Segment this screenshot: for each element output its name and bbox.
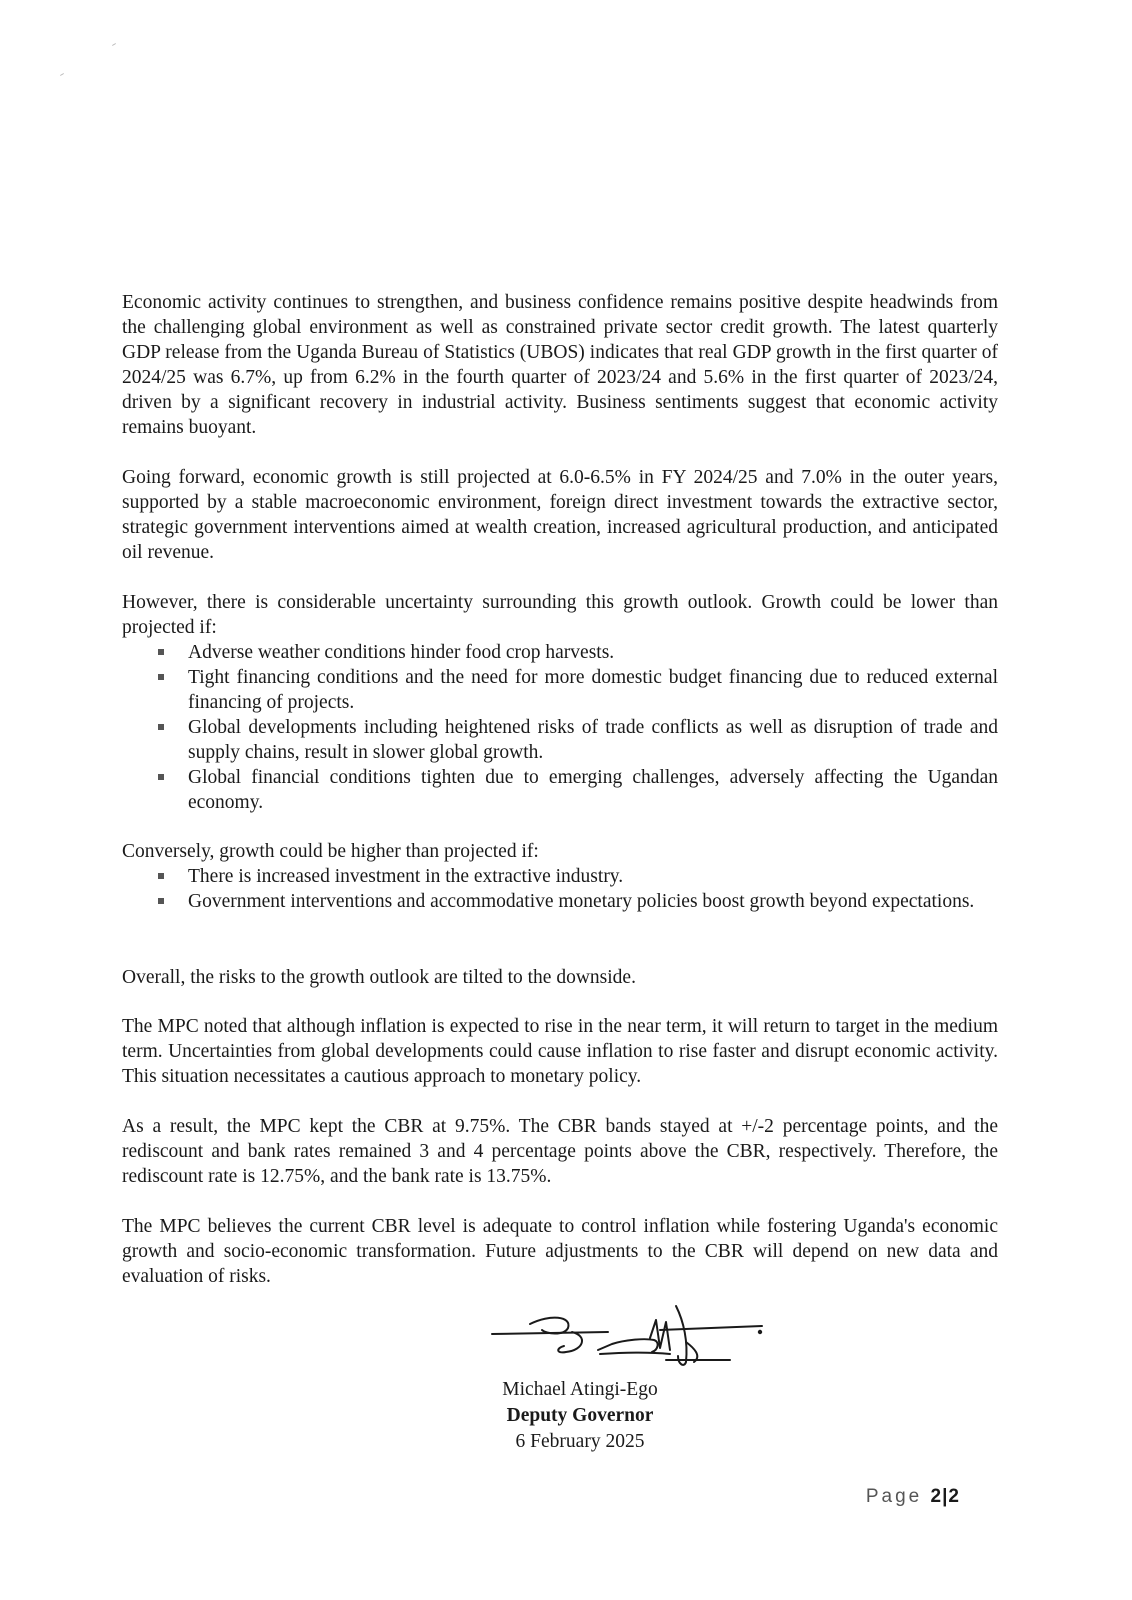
list-item <box>122 864 998 889</box>
list-item-text: Tight financing conditions and the need for more domestic budget financing due to reduced external financing of projects. <box>188 667 998 713</box>
downside-risks-section <box>122 590 998 815</box>
list-item <box>122 715 998 765</box>
list-item <box>122 640 998 665</box>
list-item <box>122 765 998 815</box>
signatory-title: Deputy Governor <box>506 1405 654 1426</box>
list-item-text: Global developments including heightened risks of trade conflicts as well as disruption of trade and supply chains, result in slower global growth. <box>188 717 998 763</box>
bullet-icon <box>158 774 164 780</box>
downside-risks-list <box>122 640 998 815</box>
upside-risks-intro: Conversely, growth could be higher than projected if: <box>122 841 539 862</box>
bullet-icon <box>158 649 164 655</box>
page-number <box>866 1486 960 1508</box>
bullet-icon <box>158 898 164 904</box>
upside-risks-section <box>122 839 998 914</box>
list-item-text: There is increased investment in the extractive industry. <box>188 866 624 887</box>
list-item <box>122 889 998 914</box>
bullet-icon <box>158 674 164 680</box>
scan-speck <box>60 73 64 76</box>
list-item-text: Government interventions and accommodative monetary policies boost growth beyond expectations. <box>188 891 975 912</box>
signature-date: 6 February 2025 <box>515 1431 645 1452</box>
upside-risks-list <box>122 864 998 914</box>
paragraph-economic-activity: Economic activity continues to strengthen, and business confidence remains positive despite headwinds from the challenging global environment as well as constrained private sector credit growth. The latest quarterly GDP release from the Uganda Bureau of Statistics (UBOS) indicates that real GDP growth in the first quarter of 2024/25 was 6.7%, up from 6.2% in the fourth quarter of 2023/24 and 5.6% in the first quarter of 2023/24, driven by a significant recovery in industrial activity. Business sentiments suggest that economic activity remains buoyant. <box>122 292 998 438</box>
signature-block <box>440 1302 740 1462</box>
paragraph-mpc-inflation: The MPC noted that although inflation is expected to rise in the near term, it will return to target in the medium term. Uncertainties from global developments could cause inflation to rise faster and disrupt economic activity. This situation necessitates a cautious approach to monetary policy. <box>122 1016 998 1087</box>
bullet-icon <box>158 724 164 730</box>
downside-risks-intro: However, there is considerable uncertainty surrounding this growth outlook. Growth could be lower than projected if: <box>122 592 998 638</box>
paragraph-risks-overall: Overall, the risks to the growth outlook are tilted to the downside. <box>122 967 636 988</box>
current-page: 2 <box>930 1486 943 1507</box>
paragraph-cbr-decision: As a result, the MPC kept the CBR at 9.75%. The CBR bands stayed at +/-2 percentage points, and the rediscount and bank rates remained 3 and 4 percentage points above the CBR, respectively. Therefore, the rediscount rate is 12.75%, and the bank rate is 13.75%. <box>122 1116 998 1187</box>
handwritten-signature-icon <box>480 1302 770 1382</box>
list-item-text: Global financial conditions tighten due to emerging challenges, adversely affecting the Ugandan economy. <box>188 767 998 813</box>
bullet-icon <box>158 873 164 879</box>
page-label: Page <box>865 1486 923 1507</box>
total-pages: 2 <box>948 1486 960 1507</box>
list-item <box>122 665 998 715</box>
page-separator: | <box>942 1486 949 1507</box>
list-item-text: Adverse weather conditions hinder food crop harvests. <box>188 642 615 663</box>
signatory-name: Michael Atingi-Ego <box>502 1379 658 1400</box>
scan-speck <box>112 43 116 46</box>
paragraph-growth-projection: Going forward, economic growth is still projected at 6.0-6.5% in FY 2024/25 and 7.0% in the outer years, supported by a stable macroeconomic environment, foreign direct investment towards the extractive sector, strategic government interventions aimed at wealth creation, increased agricultural production, and anticipated oil revenue. <box>122 467 998 563</box>
paragraph-cbr-outlook: The MPC believes the current CBR level is adequate to control inflation while fostering Uganda's economic growth and socio-economic transformation. Future adjustments to the CBR will depend on new data and evaluation of risks. <box>122 1216 998 1287</box>
